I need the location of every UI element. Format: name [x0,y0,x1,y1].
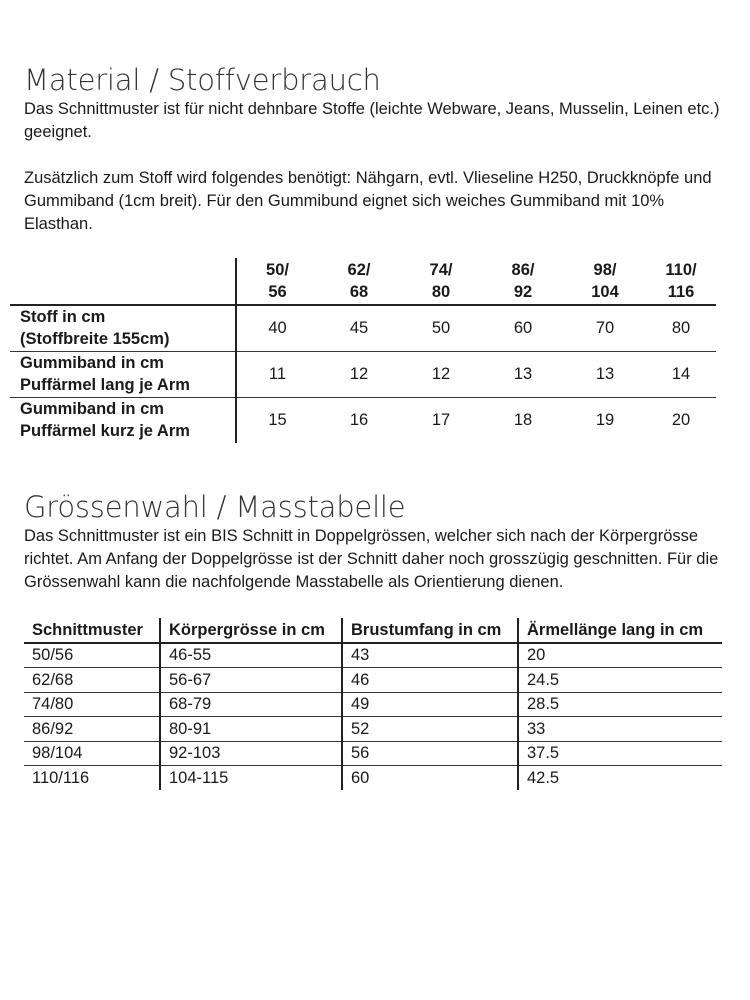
table-cell: 98/104 [24,741,160,766]
table-cell: 14 [671,364,691,383]
table-cell: 17 [431,410,451,429]
table-row [24,668,722,693]
table-cell: 45 [349,318,369,337]
row-label: Gummiband in cm Puffärmel kurz je Arm [10,397,236,443]
table-cell: 50/56 [24,643,160,668]
table-row [24,741,722,766]
table-row [24,766,722,790]
table-cell: 46 [342,668,518,693]
table-cell: 20 [671,410,691,429]
table-cell: 80 [671,318,691,337]
table-row [24,643,722,668]
table-cell: 50 [431,318,451,337]
table-cell: 52 [342,717,518,742]
table-cell: 18 [513,410,533,429]
table-cell: 42.5 [518,766,722,790]
size-column-header: 98/ 104 [591,261,619,301]
table-cell: 12 [349,364,369,383]
table-cell: 16 [349,410,369,429]
table-row [10,351,716,397]
table-row [10,397,716,443]
table-cell: 62/68 [24,668,160,693]
size-chart-table [24,618,722,790]
size-column-header: 86/ 92 [511,261,535,301]
table-cell: 60 [342,766,518,790]
table-row [24,692,722,717]
sizes-heading: Grössenwahl / Masstabelle [24,490,406,524]
table-cell: 70 [595,318,615,337]
table-cell: 110/116 [32,768,90,787]
table-cell: 24.5 [518,668,722,693]
column-header: Ärmellänge lang in cm [518,618,722,643]
table-corner-cell [10,258,236,305]
table-cell: 56-67 [160,668,342,693]
sizes-intro-paragraph: Das Schnittmuster ist ein BIS Schnitt in Doppelgrössen, welcher sich nach der Körpergrösse richtet. Am Anfang der Doppelgrösse ist der Schnitt daher noch grosszügig geschnitten. Für die Grössenwahl kann die nachfolgende Masstabelle als Orientierung dienen. [24,527,719,591]
document-page [20,62,724,790]
table-cell: 11 [268,364,287,383]
column-header: Brustumfang in cm [342,618,518,643]
table-cell: 60 [513,318,533,337]
table-cell: 15 [268,410,287,429]
column-header: Körpergrösse in cm [160,618,342,643]
table-cell: 13 [595,364,615,383]
material-notions-paragraph: Zusätzlich zum Stoff wird folgendes benötigt: Nähgarn, evtl. Vlieseline H250, Druckknöpfe und Gummiband (1cm breit). Für den Gummibund eignet sich weiches Gummiband mit 10% Elasthan. [24,169,712,233]
table-cell: 56 [342,741,518,766]
table-cell: 92-103 [160,741,342,766]
table-cell: 12 [431,364,451,383]
table-cell: 46-55 [160,643,342,668]
table-cell: 43 [342,643,518,668]
table-header-row [10,258,716,305]
size-column-header: 74/ 80 [429,261,453,301]
material-heading: Material / Stoffverbrauch [24,63,381,97]
row-label: Gummiband in cm Puffärmel lang je Arm [10,351,236,397]
row-label: Stoff in cm (Stoffbreite 155cm) [10,305,236,351]
material-intro-paragraph: Das Schnittmuster ist für nicht dehnbare Stoffe (leichte Webware, Jeans, Musselin, Leinen etc.) geeignet. [24,100,720,141]
table-cell: 13 [513,364,533,383]
table-cell: 68-79 [160,692,342,717]
table-row [10,305,716,351]
size-column-header: 50/ 56 [266,261,289,301]
table-cell: 74/80 [24,692,160,717]
table-cell: 19 [595,410,615,429]
table-cell: 104-115 [160,766,342,790]
column-header: Schnittmuster [24,618,160,643]
table-cell: 80-91 [160,717,342,742]
table-cell: 49 [342,692,518,717]
size-column-header: 110/ 116 [665,261,697,301]
table-header-row [24,618,722,643]
table-cell: 37.5 [518,741,722,766]
table-cell: 40 [268,318,287,337]
table-cell: 33 [518,717,722,742]
table-cell: 20 [518,643,722,668]
table-cell: 86/92 [24,717,160,742]
fabric-consumption-table [10,258,716,443]
size-column-header: 62/ 68 [347,261,371,301]
table-cell: 28.5 [518,692,722,717]
table-row [24,717,722,742]
